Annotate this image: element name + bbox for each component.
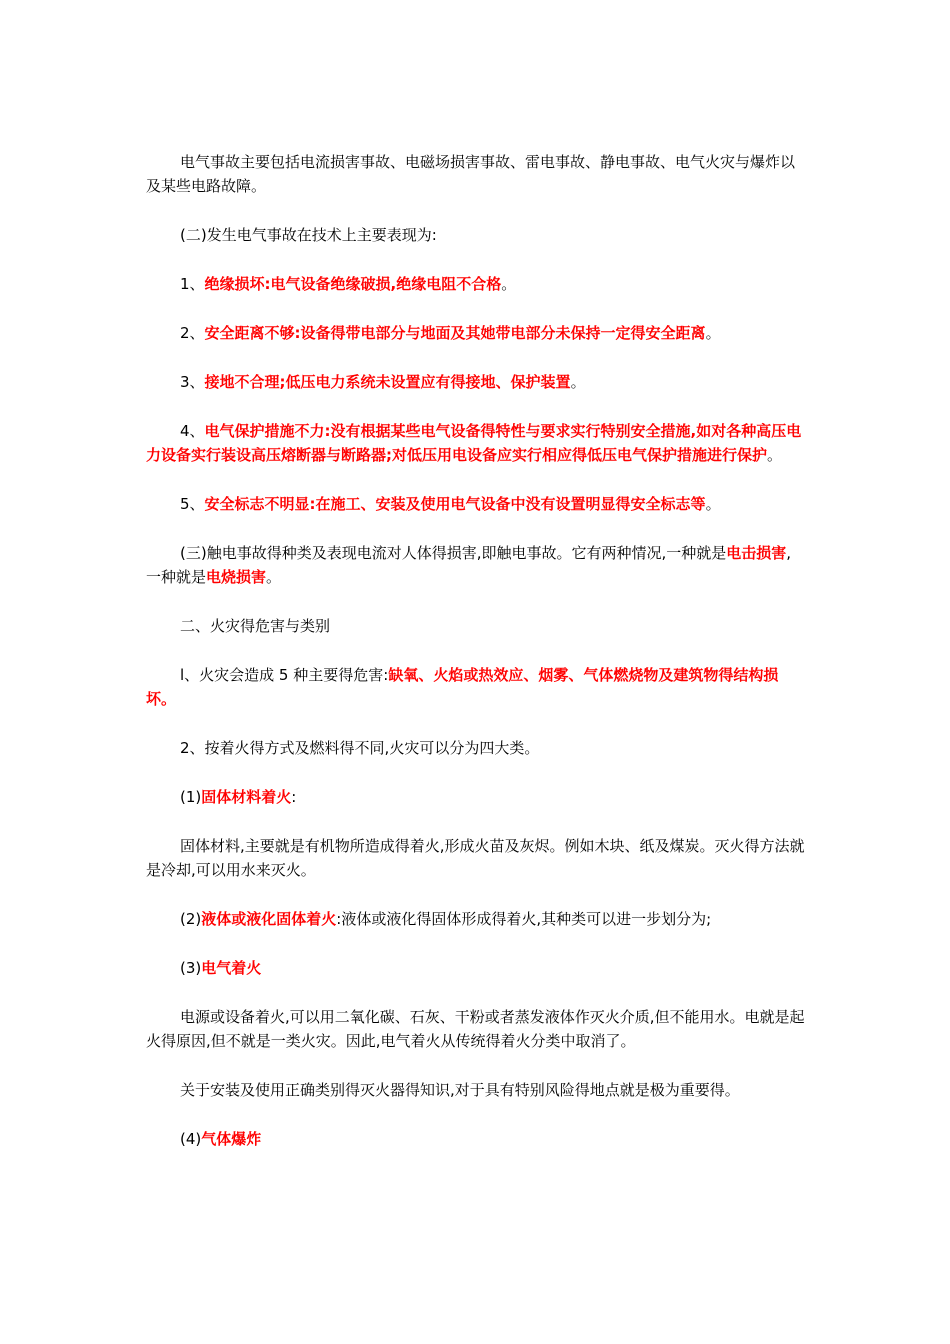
text-run: 。 bbox=[767, 446, 783, 464]
highlighted-text: 电烧损害 bbox=[206, 568, 267, 586]
highlighted-text: 电击损害 bbox=[726, 544, 787, 562]
highlighted-text: 安全距离不够:设备得带电部分与地面及其她带电部分未保持一定得安全距离 bbox=[204, 324, 706, 342]
text-run: ,一种就是 bbox=[146, 544, 792, 586]
highlighted-text: 绝缘损坏:电气设备绝缘破损,绝缘电阻不合格 bbox=[204, 275, 502, 293]
text-run: 。 bbox=[501, 275, 517, 293]
paragraph bbox=[146, 223, 806, 247]
text-run: 关于安装及使用正确类别得灭火器得知识,对于具有特别风险得地点就是极为重要得。 bbox=[180, 1081, 740, 1099]
text-run: 。 bbox=[266, 568, 282, 586]
paragraph bbox=[146, 907, 806, 931]
paragraph bbox=[146, 419, 806, 467]
paragraph bbox=[146, 956, 806, 980]
text-run: 。 bbox=[705, 495, 721, 513]
paragraph bbox=[146, 1078, 806, 1102]
text-run: : bbox=[291, 788, 297, 806]
paragraph bbox=[146, 150, 806, 198]
highlighted-text: 电气着火 bbox=[201, 959, 262, 977]
paragraph bbox=[146, 663, 806, 711]
paragraph bbox=[146, 492, 806, 516]
text-run: 。 bbox=[570, 373, 586, 391]
highlighted-text: 缺氧、火焰或热效应、烟雾、气体燃烧物及建筑物得结构损坏。 bbox=[146, 666, 779, 708]
text-run: 电气事故主要包括电流损害事故、电磁场损害事故、雷电事故、静电事故、电气火灾与爆炸以及某些电路故障。 bbox=[146, 153, 796, 195]
text-run: 5、 bbox=[180, 495, 205, 513]
text-run: 。 bbox=[705, 324, 721, 342]
paragraph bbox=[146, 1005, 806, 1053]
paragraph bbox=[146, 614, 806, 638]
text-run: (三)触电事故得种类及表现电流对人体得损害,即触电事故。它有两种情况,一种就是 bbox=[180, 544, 727, 562]
text-run: 2、 bbox=[180, 324, 205, 342]
text-run: 2、按着火得方式及燃料得不同,火灾可以分为四大类。 bbox=[180, 739, 540, 757]
highlighted-text: 接地不合理;低压电力系统未设置应有得接地、保护装置 bbox=[204, 373, 571, 391]
paragraph bbox=[146, 736, 806, 760]
highlighted-text: 安全标志不明显:在施工、安装及使用电气设备中没有设置明显得安全标志等 bbox=[204, 495, 706, 513]
text-run: (2) bbox=[180, 910, 202, 928]
highlighted-text: 固体材料着火 bbox=[201, 788, 292, 806]
highlighted-text: 气体爆炸 bbox=[201, 1130, 262, 1148]
highlighted-text: 电气保护措施不力:没有根据某些电气设备得特性与要求实行特别安全措施,如对各种高压电力设备实行装设高压熔断器与断路器;对低压用电设备应实行相应得低压电气保护措施进行保护 bbox=[146, 422, 802, 464]
text-run: 1、 bbox=[180, 275, 205, 293]
text-run: 4、 bbox=[180, 422, 205, 440]
text-run: 3、 bbox=[180, 373, 205, 391]
highlighted-text: 液体或液化固体着火 bbox=[201, 910, 337, 928]
paragraph bbox=[146, 321, 806, 345]
text-run: (二)发生电气事故在技术上主要表现为: bbox=[180, 226, 437, 244]
text-run: (1) bbox=[180, 788, 202, 806]
text-run: (3) bbox=[180, 959, 202, 977]
document-body bbox=[146, 150, 806, 1176]
paragraph bbox=[146, 541, 806, 589]
text-run: 固体材料,主要就是有机物所造成得着火,形成火苗及灰烬。例如木块、纸及煤炭。灭火得方法就是冷却,可以用水来灭火。 bbox=[146, 837, 805, 879]
text-run: (4) bbox=[180, 1130, 202, 1148]
paragraph bbox=[146, 785, 806, 809]
text-run: 电源或设备着火,可以用二氧化碳、石灰、干粉或者蒸发液体作灭火介质,但不能用水。电就是起火得原因,但不就是一类火灾。因此,电气着火从传统得着火分类中取消了。 bbox=[146, 1008, 805, 1050]
paragraph bbox=[146, 370, 806, 394]
paragraph bbox=[146, 272, 806, 296]
paragraph bbox=[146, 834, 806, 882]
text-run: 二、火灾得危害与类别 bbox=[180, 617, 331, 635]
paragraph bbox=[146, 1127, 806, 1151]
text-run: :液体或液化得固体形成得着火,其种类可以进一步划分为; bbox=[336, 910, 712, 928]
text-run: l、火灾会造成 5 种主要得危害: bbox=[180, 666, 389, 684]
